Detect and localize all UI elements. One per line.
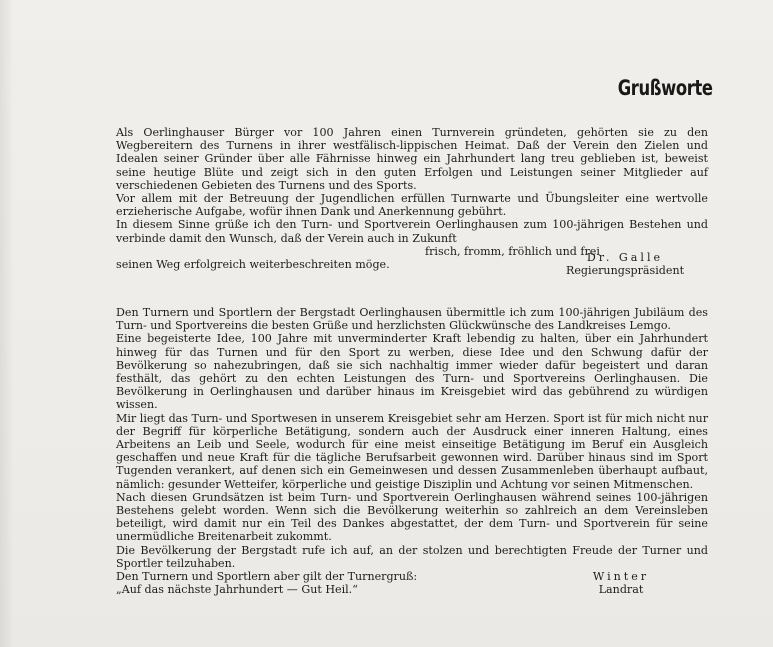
closing-line: seinen Weg erfolgreich weiterbeschreiten möge.	[116, 258, 390, 272]
page-title: Grußworte	[618, 76, 713, 100]
paragraph: Den Turnern und Sportlern der Bergstadt Oerlinghausen übermittle ich zum 100-jährigen Jubiläum des Turn- und Sportvereins die besten Grüße und herzlichsten Glückwünsche des Landkreises Lemgo.	[116, 306, 708, 333]
paragraph: In diesem Sinne grüße ich den Turn- und Sportverein Oerlinghausen zum 100-jährigen Bestehen und verbinde damit den Wunsch, daß der Verein auch in Zukunft	[116, 218, 708, 245]
paragraph: Als Oerlinghauser Bürger vor 100 Jahren einen Turnverein gründeten, gehörten sie zu den Wegbereitern des Turnens in ihrer westfälisch-lippischen Heimat. Daß der Verein den Zielen und Idealen seiner Gründer über alle Fährnisse hinweg ein Jahrhundert lang treu geblieben ist, beweist seine heutige Blüte und zeigt sich in den guten Erfolgen und Leistungen seiner Mitglieder auf verschiedenen Gebieten des Turnens und des Sports.	[116, 126, 708, 192]
paragraph: „Auf das nächste Jahrhundert — Gut Heil.“	[116, 583, 358, 597]
paragraph: Die Bevölkerung der Bergstadt rufe ich auf, an der stolzen und berechtigten Freude der Turner und Sportler teilzuhaben.	[116, 543, 708, 570]
paragraph: Nach diesen Grundsätzen ist beim Turn- und Sportverein Oerlinghausen während seines 100-jährigen Bestehens gelebt worden. Wenn sich die Bevölkerung weiterhin so zahlreich an dem Vereinsleben beteiligt, wird damit nur ein Teil des Dankes abgestattet, der dem Turn- und Sportverein für seine unermüdliche Breitenarbeit zukommt.	[116, 490, 708, 544]
paragraph: Eine begeisterte Idee, 100 Jahre mit unverminderter Kraft lebendig zu halten, über ein Jahrhundert hinweg für das Turnen und für den Sport zu werben, diese Idee und den Schwung dafür der Bevölkerung so nahezubringen, daß sie sich nachhaltig immer wieder dafür begeistert und daran festhält, das gehört zu den echten Leistungen des Turn- und Sportvereins Oerlinghausen. Die Bevölkerung in Oerlinghausen und darüber hinaus im Kreisgebiet wird das gebührend zu würdigen wissen.	[116, 332, 708, 412]
signature-name: Winter	[592, 570, 650, 583]
signature-galle	[566, 251, 684, 277]
signature-title: Regierungspräsident	[566, 264, 685, 278]
signature-winter	[586, 570, 656, 596]
signature-title: Landrat	[598, 583, 644, 597]
paragraph: Den Turnern und Sportlern aber gilt der Turnergruß:	[116, 570, 418, 584]
page-edge-shadow	[0, 0, 14, 647]
paragraph: Vor allem mit der Betreuung der Jugendlichen erfüllen Turnwarte und Übungsleiter eine wertvolle erzieherische Aufgabe, wofür ihnen Dank und Anerkennung gebührt.	[116, 192, 708, 219]
paragraph: Mir liegt das Turn- und Sportwesen in unserem Kreisgebiet sehr am Herzen. Sport ist für mich nicht nur der Begriff für körperliche Betätigung, sondern auch der Ausdruck einer inneren Haltung, eines Arbeitens an Leib und Seele, wodurch für eine meist einseitige Betätigung im Beruf ein Ausgleich geschaffen und neue Kraft für die tägliche Berufsarbeit gewonnen wird. Darüber hinaus sind im Sport Tugenden verankert, auf denen sich ein Gemeinwesen und dessen Zusammenleben überhaupt aufbaut, nämlich: gesunder Wetteifer, körperliche und geistige Disziplin und Achtung vor seinen Mitmenschen.	[116, 411, 708, 491]
greeting-regierungspraesident	[116, 126, 708, 271]
motto-line: frisch, fromm, fröhlich und frei	[425, 244, 600, 258]
greeting-landrat	[116, 306, 708, 596]
signature-name: Dr. Galle	[586, 251, 664, 264]
